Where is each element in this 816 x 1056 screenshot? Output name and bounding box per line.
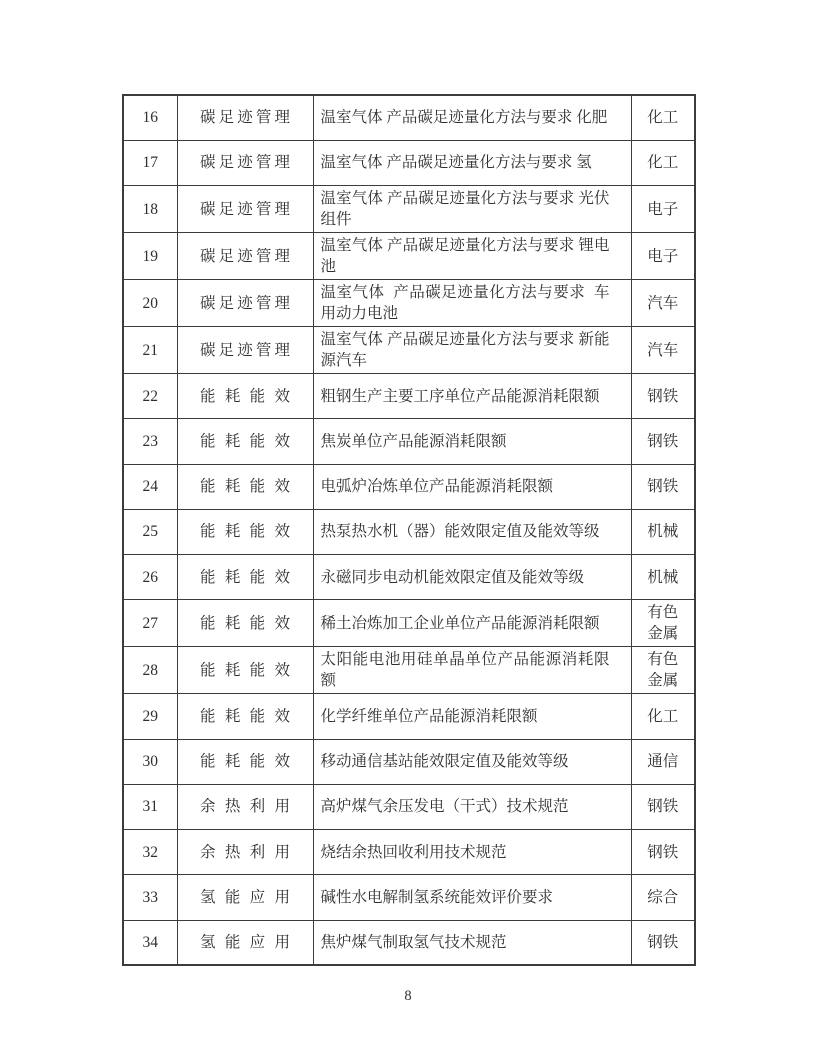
- table-row: [123, 233, 695, 280]
- row-number-cell: 18: [123, 186, 177, 233]
- row-number-cell: 28: [123, 647, 177, 694]
- category-label: 碳足迹管理: [200, 109, 290, 127]
- industry-cell: 汽车: [631, 280, 695, 327]
- table-row: [123, 600, 695, 647]
- category-cell: [177, 920, 313, 965]
- table-row: [123, 784, 695, 829]
- table-row: [123, 140, 695, 185]
- table-row: [123, 327, 695, 374]
- category-cell: [177, 509, 313, 554]
- industry-cell: 机械: [631, 509, 695, 554]
- category-label: 碳足迹管理: [200, 154, 290, 172]
- category-label: 余热利用: [200, 843, 290, 861]
- category-cell: [177, 464, 313, 509]
- table-row: [123, 920, 695, 965]
- standard-name-cell: 温室气体 产品碳足迹量化方法与要求 光伏组件: [313, 186, 631, 233]
- row-number-cell: 22: [123, 374, 177, 419]
- row-number-cell: 19: [123, 233, 177, 280]
- category-cell: [177, 374, 313, 419]
- standard-name-cell: 粗钢生产主要工序单位产品能源消耗限额: [313, 374, 631, 419]
- category-label: 碳足迹管理: [200, 200, 290, 218]
- category-label: 余热利用: [200, 798, 290, 816]
- table-row: [123, 186, 695, 233]
- industry-cell: 钢铁: [631, 784, 695, 829]
- category-label: 能耗能效: [200, 614, 290, 632]
- category-cell: [177, 830, 313, 875]
- row-number-cell: 32: [123, 830, 177, 875]
- industry-cell: 汽车: [631, 327, 695, 374]
- industry-cell: 化工: [631, 140, 695, 185]
- standard-name-cell: 碱性水电解制氢系统能效评价要求: [313, 875, 631, 920]
- industry-cell: 化工: [631, 95, 695, 140]
- standard-name-cell: 移动通信基站能效限定值及能效等级: [313, 739, 631, 784]
- category-cell: [177, 233, 313, 280]
- category-cell: [177, 419, 313, 464]
- standards-table: [122, 94, 696, 966]
- category-cell: [177, 327, 313, 374]
- category-cell: [177, 600, 313, 647]
- category-label: 氢能应用: [200, 933, 290, 951]
- standard-name-cell: 电弧炉冶炼单位产品能源消耗限额: [313, 464, 631, 509]
- category-cell: [177, 875, 313, 920]
- category-label: 能耗能效: [200, 707, 290, 725]
- table-row: [123, 509, 695, 554]
- row-number-cell: 31: [123, 784, 177, 829]
- industry-cell: 有色金属: [631, 600, 695, 647]
- table-row: [123, 419, 695, 464]
- industry-cell: 通信: [631, 739, 695, 784]
- industry-cell: 钢铁: [631, 830, 695, 875]
- industry-cell: 电子: [631, 233, 695, 280]
- standard-name-cell: 温室气体 产品碳足迹量化方法与要求 氢: [313, 140, 631, 185]
- table-row: [123, 875, 695, 920]
- industry-cell: 机械: [631, 555, 695, 600]
- row-number-cell: 34: [123, 920, 177, 965]
- table-row: [123, 374, 695, 419]
- standard-name-cell: 焦炭单位产品能源消耗限额: [313, 419, 631, 464]
- row-number-cell: 25: [123, 509, 177, 554]
- standard-name-cell: 稀土冶炼加工企业单位产品能源消耗限额: [313, 600, 631, 647]
- industry-cell: 钢铁: [631, 464, 695, 509]
- category-label: 碳足迹管理: [200, 247, 290, 265]
- category-cell: [177, 647, 313, 694]
- standard-name-cell: 温室气体 产品碳足迹量化方法与要求 车用动力电池: [313, 280, 631, 327]
- industry-cell: 综合: [631, 875, 695, 920]
- row-number-cell: 24: [123, 464, 177, 509]
- category-label: 能耗能效: [200, 568, 290, 586]
- category-label: 能耗能效: [200, 523, 290, 541]
- table-row: [123, 464, 695, 509]
- standard-name-cell: 温室气体 产品碳足迹量化方法与要求 新能源汽车: [313, 327, 631, 374]
- category-label: 氢能应用: [200, 888, 290, 906]
- category-label: 能耗能效: [200, 753, 290, 771]
- row-number-cell: 30: [123, 739, 177, 784]
- standard-name-cell: 高炉煤气余压发电（干式）技术规范: [313, 784, 631, 829]
- industry-cell: 化工: [631, 694, 695, 739]
- category-label: 碳足迹管理: [200, 294, 290, 312]
- standard-name-cell: 太阳能电池用硅单晶单位产品能源消耗限额: [313, 647, 631, 694]
- standard-name-cell: 热泵热水机（器）能效限定值及能效等级: [313, 509, 631, 554]
- category-cell: [177, 694, 313, 739]
- table-row: [123, 280, 695, 327]
- table-row: [123, 830, 695, 875]
- row-number-cell: 21: [123, 327, 177, 374]
- row-number-cell: 16: [123, 95, 177, 140]
- row-number-cell: 17: [123, 140, 177, 185]
- industry-cell: 钢铁: [631, 374, 695, 419]
- category-cell: [177, 280, 313, 327]
- category-cell: [177, 555, 313, 600]
- category-label: 能耗能效: [200, 432, 290, 450]
- industry-cell: 电子: [631, 186, 695, 233]
- industry-cell: 钢铁: [631, 920, 695, 965]
- standard-name-cell: 温室气体 产品碳足迹量化方法与要求 化肥: [313, 95, 631, 140]
- category-cell: [177, 784, 313, 829]
- standard-name-cell: 永磁同步电动机能效限定值及能效等级: [313, 555, 631, 600]
- standard-name-cell: 化学纤维单位产品能源消耗限额: [313, 694, 631, 739]
- category-cell: [177, 140, 313, 185]
- category-label: 碳足迹管理: [200, 341, 290, 359]
- table-row: [123, 647, 695, 694]
- row-number-cell: 33: [123, 875, 177, 920]
- industry-cell: 钢铁: [631, 419, 695, 464]
- standard-name-cell: 焦炉煤气制取氢气技术规范: [313, 920, 631, 965]
- row-number-cell: 20: [123, 280, 177, 327]
- table-row: [123, 555, 695, 600]
- category-cell: [177, 739, 313, 784]
- industry-cell: 有色金属: [631, 647, 695, 694]
- row-number-cell: 23: [123, 419, 177, 464]
- standard-name-cell: 温室气体 产品碳足迹量化方法与要求 锂电池: [313, 233, 631, 280]
- row-number-cell: 27: [123, 600, 177, 647]
- category-label: 能耗能效: [200, 387, 290, 405]
- standards-table-body: [123, 95, 695, 965]
- table-row: [123, 739, 695, 784]
- category-label: 能耗能效: [200, 661, 290, 679]
- category-cell: [177, 186, 313, 233]
- category-cell: [177, 95, 313, 140]
- table-row: [123, 694, 695, 739]
- standard-name-cell: 烧结余热回收利用技术规范: [313, 830, 631, 875]
- table-row: [123, 95, 695, 140]
- page-number: 8: [404, 988, 412, 1004]
- row-number-cell: 29: [123, 694, 177, 739]
- category-label: 能耗能效: [200, 478, 290, 496]
- row-number-cell: 26: [123, 555, 177, 600]
